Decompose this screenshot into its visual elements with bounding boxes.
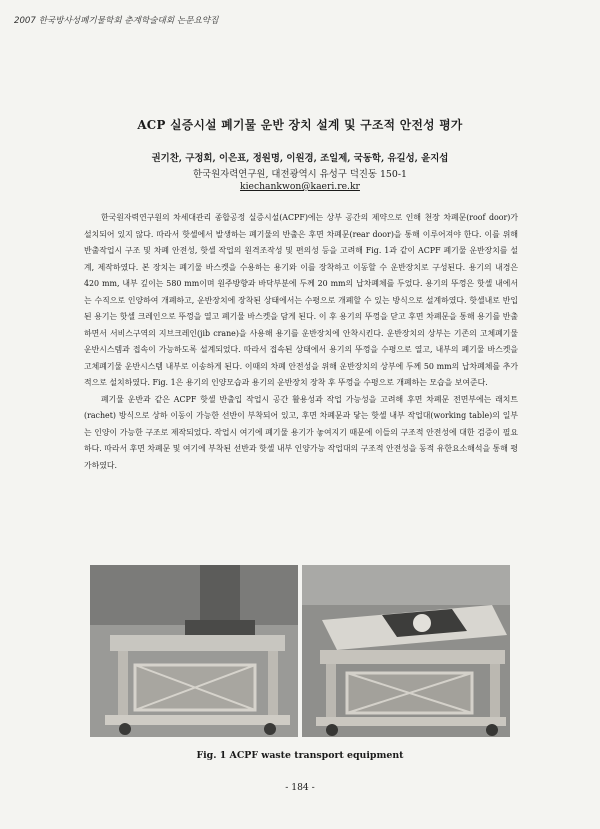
email-link[interactable]: kiechankwon@kaeri.re.kr [240, 181, 360, 192]
figure-photos [90, 565, 510, 737]
figure-caption: Fig. 1 ACPF waste transport equipment [196, 750, 404, 761]
equipment-photo-lifting [90, 565, 298, 737]
body-text [84, 210, 518, 474]
page-number: - 184 - [285, 782, 315, 793]
paragraph-1: 한국원자력연구원의 차세대관리 종합공정 실증시설(ACPF)에는 상부 공간의 제약으로 인해 천장 차폐문(roof door)가 설치되어 있지 않다. 따라서 핫셀에서 발생하는 폐기물의 반출은 후면 차폐문(rear door)을 통해 이루어져야 한다. 이를 위해 반출작업시 구조 및 차폐 안전성, 핫셀 작업의 원격조작성 및 편의성 등을 고려해 Fig. 1과 같이 ACPF 폐기물 운반장치를 설계, 제작하였다. 본 장치는 폐기물 바스켓을 수용하는 용기와 이를 장착하고 이동할 수 운반장치로 구성된다. 용기의 내경은 420 mm, 내부 깊이는 580 mm이며 원주방향과 바닥부분에 두께 20 mm의 납차폐체를 두었다. 용기의 뚜껑은 핫셀 내에서는 수직으로 인양하여 개폐하고, 운반장치에 장착된 상태에서는 수평으로 개폐할 수 있는 방식으로 설계하였다. 핫셀내로 반입된 용기는 핫셀 크레인으로 뚜껑을 열고 폐기물 바스켓을 담게 된다. 이 후 용기의 뚜껑을 닫고 후면 차폐문을 통해 용기를 반출하면서 서비스구역의 지브크레인(jib crane)을 사용해 용기를 운반장치에 안착시킨다. 운반장치의 상부는 기존의 고체폐기물 운반시스템과 접속이 가능하도록 설계되었다. 따라서 접속된 상태에서 용기의 뚜껑을 수평으로 열고, 내부의 폐기물 바스켓을 고체폐기물 운반시스템 내부로 이송하게 된다. 이때의 차폐 안전성을 위해 운반장치의 상부에 두께 50 mm의 납차폐체를 추가적으로 설치하였다. Fig. 1은 용기의 인양모습과 용기의 운반장치 장착 후 뚜껑을 수평으로 개폐하는 모습을 보여준다. [84, 213, 518, 387]
email-line [0, 181, 600, 192]
running-header: 2007 한국방사성폐기물학회 춘계학술대회 논문요약집 [14, 16, 219, 26]
paragraph-2: 폐기물 운반과 같은 ACPF 핫셀 반출입 작업시 공간 활용성과 작업 가능성을 고려해 후면 차폐문 전면부에는 래치트(rachet) 방식으로 상하 이동이 가능한 선반이 부착되어 있고, 후면 차폐문과 닿는 핫셀 내부 작업대(working table)의 일부는 인양이 가능한 구조로 제작되었다. 작업시 여기에 폐기물 용기가 놓여지기 때문에 이들의 구조적 안전성에 대한 검증이 필요하다. 따라서 후면 차폐문 및 여기에 부착된 선반과 핫셀 내부 인양가능 작업대의 구조적 안전성을 동적 유한요소해석을 통해 평가하였다. [84, 394, 518, 470]
paper-title: ACP 실증시설 폐기물 운반 장치 설계 및 구조적 안전성 평가 [137, 118, 463, 132]
photo-container-lifting [90, 565, 298, 737]
photo-container-mounted [302, 565, 510, 737]
affiliation: 한국원자력연구원, 대전광역시 유성구 덕진동 150-1 [193, 169, 407, 180]
equipment-photo-mounted [302, 565, 510, 737]
author-list: 권기찬, 구정회, 이은표, 정원명, 이원경, 조일제, 국동학, 유길성, 윤지섭 [151, 153, 449, 164]
